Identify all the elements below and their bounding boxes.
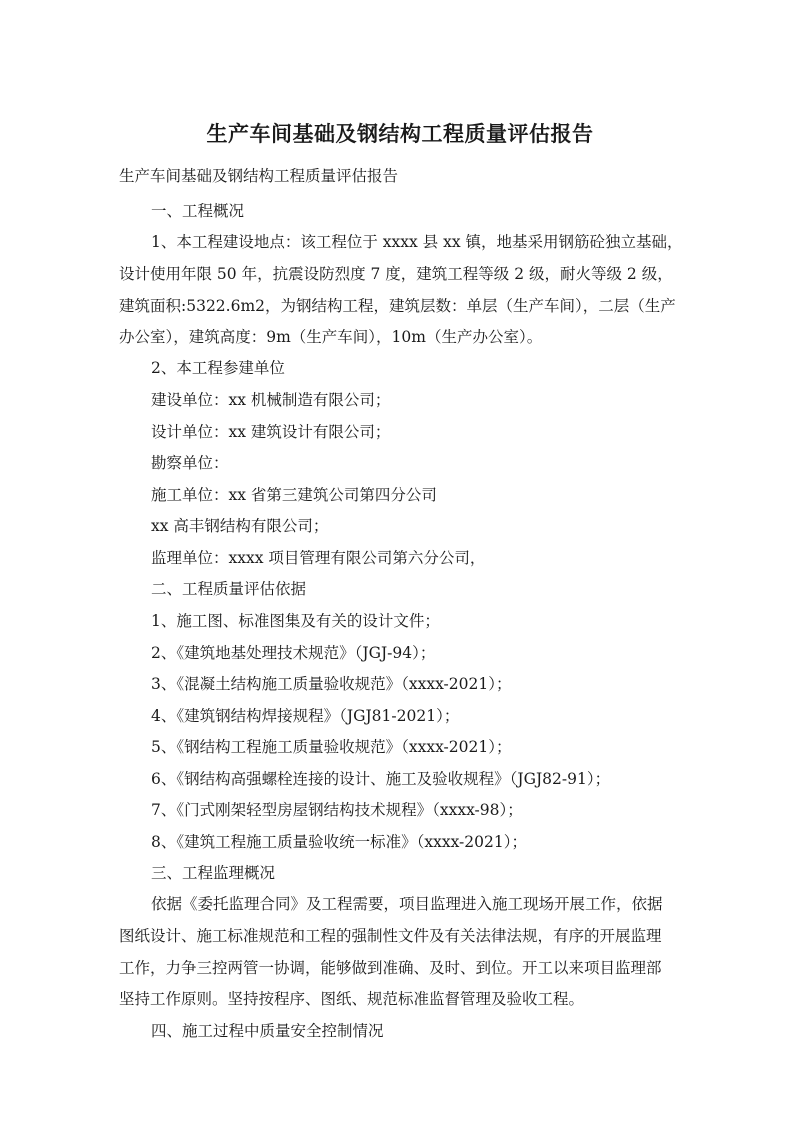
section-heading-overview: 一、工程概况 <box>151 202 245 220</box>
paragraph-line: 图纸设计、施工标准规范和工程的强制性文件及有关法律法规，有序的开展监理 <box>119 927 662 945</box>
list-item: 8、《建筑工程施工质量验收统一标准》（xxxx-2021）； <box>151 833 527 851</box>
paragraph-line: 坚持工作原则。坚持按程序、图纸、规范标准监督管理及验收工程。 <box>119 990 585 1008</box>
list-item: 7、《门式刚架轻型房屋钢结构技术规程》（xxxx-98）； <box>151 801 523 819</box>
section-heading-quality-control: 四、施工过程中质量安全控制情况 <box>151 1022 384 1040</box>
paragraph-line: 依据《委托监理合同》及工程需要，项目监理进入施工现场开展工作，依据 <box>151 895 663 913</box>
subtitle-line: 生产车间基础及钢结构工程质量评估报告 <box>119 167 399 185</box>
list-item: 6、《钢结构高强螺栓连接的设计、施工及验收规程》（JGJ82-91）； <box>151 770 611 788</box>
list-item: 设计单位：xx 建筑设计有限公司； <box>151 423 391 441</box>
list-item: xx 高丰钢结构有限公司； <box>151 517 329 535</box>
document-title: 生产车间基础及钢结构工程质量评估报告 <box>206 121 594 146</box>
list-item: 勘察单位： <box>151 454 229 472</box>
paragraph-line: 设计使用年限 50 年，抗震设防烈度 7 度，建筑工程等级 2 级，耐火等级 2 级， <box>119 265 673 283</box>
subsection-heading-participants: 2、本工程参建单位 <box>151 359 285 377</box>
section-heading-supervision: 三、工程监理概况 <box>151 864 276 882</box>
paragraph-line: 办公室），建筑高度：9m（生产车间），10m（生产办公室）。 <box>119 328 543 346</box>
paragraph-line: 1、本工程建设地点：该工程位于 xxxx 县 xx 镇，地基采用钢筋砼独立基础， <box>151 233 683 251</box>
list-item: 5、《钢结构工程施工质量验收规范》（xxxx-2021）； <box>151 738 512 756</box>
section-heading-basis: 二、工程质量评估依据 <box>151 580 307 598</box>
list-item: 2、《建筑地基处理技术规范》（JGJ-94）； <box>151 644 436 662</box>
list-item: 1、施工图、标准图集及有关的设计文件； <box>151 612 440 630</box>
list-item: 建设单位：xx 机械制造有限公司； <box>151 391 391 409</box>
list-item: 3、《混凝土结构施工质量验收规范》（xxxx-2021）； <box>151 675 512 693</box>
list-item: 4、《建筑钢结构焊接规程》（JGJ81-2021）； <box>151 707 460 725</box>
list-item: 施工单位：xx 省第三建筑公司第四分公司 <box>151 486 437 504</box>
paragraph-line: 建筑面积:5322.6m2，为钢结构工程，建筑层数：单层（生产车间），二层（生产 <box>119 297 676 315</box>
paragraph-line: 工作，力争三控两管一协调，能够做到准确、及时、到位。开工以来项目监理部 <box>119 959 662 977</box>
list-item: 监理单位：xxxx 项目管理有限公司第六分公司， <box>151 549 486 567</box>
